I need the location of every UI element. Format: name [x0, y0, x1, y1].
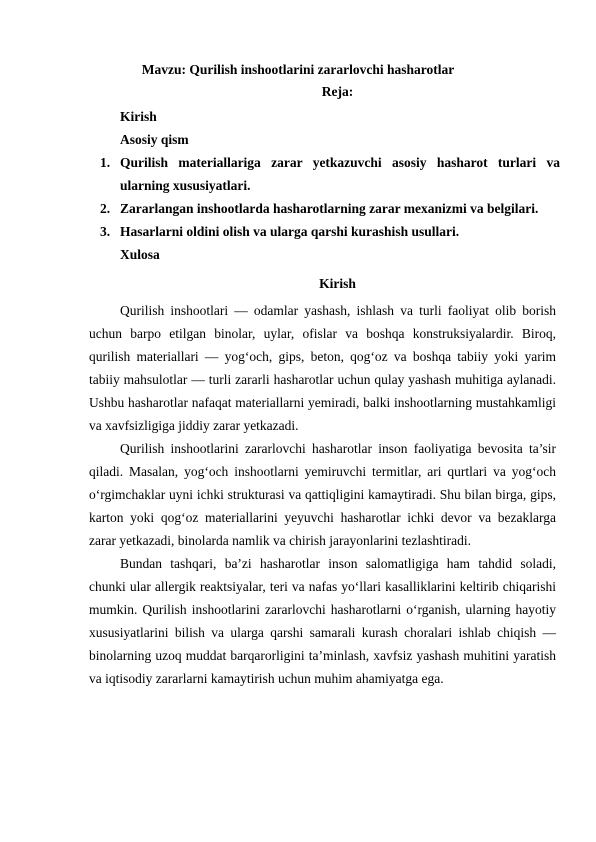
paragraph: Bundan tashqari, ba’zi hasharotlar inson salomatligiga ham tahdid soladi, chunki ular allergik reaktsiyalar, teri va nafas yo‘llari kasalliklarini keltirib chiqarishi mumkin. Qurilish inshootlarini zararlovchi hasharotlarni o‘rganish, ularning hayotiy xususiyatlarini bilish va ularga qarshi samarali kurash choralari ishlab chiqish — binolarning uzoq muddat barqarorligini ta’minlash, xavfsiz yashash muhitini yaratish va iqtisodiy zararlarni kamaytirish uchun muhim ahamiyatga ega.	[89, 556, 556, 686]
plan-list	[100, 105, 560, 266]
paragraph: Qurilish inshootlari — odamlar yashash, ishlash va turli faoliyat olib borish uchun barpo etilgan binolar, uylar, ofislar va boshqa konstruksiyalardir. Biroq, qurilish materiallari — yog‘och, gips, beton, qog‘oz va boshqa tabiiy yoki yarim tabiiy mahsulotlar — turli zararli hasharotlar uchun qulay yashash muhitiga aylanadi. Ushbu hasharotlar nafaqat materiallarni yemiradi, balki inshootlarning mustahkamligi va xavfsizligiga jiddiy zarar yetkazadi.	[89, 303, 556, 433]
section-heading: Kirish	[319, 276, 356, 291]
plan-item-3	[100, 220, 560, 243]
plan-heading: Reja:	[321, 84, 354, 99]
section-body	[89, 299, 556, 690]
plan-intro: Kirish	[120, 109, 157, 124]
paragraph: Qurilish inshootlarini zararlovchi hasharotlar inson faoliyatiga bevosita ta’sir qiladi. Masalan, yog‘och inshootlarni yemiruvchi termitlar, ari qurtlari va yog‘och o‘rgimchaklar uyni ichki strukturasi va qattiqligini kamaytiradi. Shu bilan birga, gips, karton yoki qog‘oz materiallarini yeyuvchi hasharotlar ichki devor va bezaklarga zarar yetkazadi, binolarda namlik va chirish jarayonlarini tezlashtiradi.	[89, 441, 556, 548]
plan-item-2	[100, 197, 560, 220]
plan-item-text: Zararlangan inshootlarda hasharotlarning zarar mexanizmi va belgilari.	[120, 201, 539, 216]
document-title: Mavzu: Qurilish inshootlarini zararlovchi hasharotlar	[141, 62, 455, 77]
plan-item-text: Hasarlarni oldini olish va ularga qarshi kurashish usullari.	[120, 224, 460, 239]
plan-item-number: 1.	[100, 155, 111, 170]
plan-item-text: Qurilish materiallariga zarar yetkazuvchi asosiy hasharot turlari va ularning xususiyatlari.	[120, 155, 560, 193]
plan-main: Asosiy qism	[120, 132, 189, 147]
plan-conclusion: Xulosa	[120, 247, 160, 262]
plan-item-number: 3.	[100, 224, 111, 239]
plan-item-number: 2.	[100, 201, 111, 216]
plan-item-1	[100, 151, 560, 197]
